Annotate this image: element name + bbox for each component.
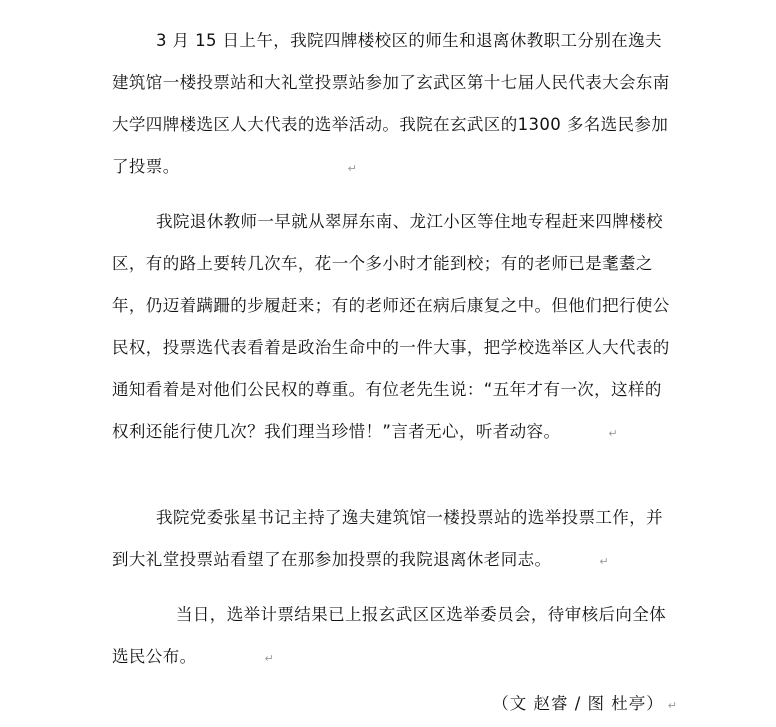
paragraph-4 xyxy=(112,594,672,680)
paragraph-2-text: 我院退休教师一早就从翠屏东南、龙江小区等住地专程赶来四牌楼校区，有的路上要转几次车，花一个多小时才能到校；有的老师已是耄耋之年，仍迈着蹒跚的步履赶来；有的老师还在病后康复之中。但他们把行使公民权，投票选代表看着是政治生命中的一件大事，把学校选举区人大代表的通知看着是对他们公民权的尊重。有位老先生说：“五年才有一次，这样的权利还能行使几次？我们理当珍惜！”言者无心，听者动容。 xyxy=(112,212,670,441)
paragraph-mark-icon: ↵ xyxy=(347,162,357,175)
paragraph-1 xyxy=(112,20,672,190)
paragraph-3-text: 我院党委张星书记主持了逸夫建筑馆一楼投票站的选举投票工作，并到大礼堂投票站看望了在那参加投票的我院退离休老同志。 xyxy=(112,508,663,569)
paragraph-2 xyxy=(112,201,672,455)
paragraph-mark-icon: ↵ xyxy=(264,652,274,665)
paragraph-3 xyxy=(112,497,672,583)
paragraph-1-text: 3 月 15 日上午，我院四牌楼校区的师生和退离休教职工分别在逸夫建筑馆一楼投票站和大礼堂投票站参加了玄武区第十七届人民代表大会东南大学四牌楼选区人大代表的选举活动。我院在玄武区的1300 多名选民参加了投票。 xyxy=(112,31,670,176)
paragraph-4-text: 当日，选举计票结果已上报玄武区区选举委员会，待审核后向全体选民公布。 xyxy=(112,605,667,666)
photo-credit xyxy=(112,686,677,724)
paragraph-mark-icon: ↵ xyxy=(667,699,677,712)
paragraph-mark-icon: ↵ xyxy=(608,427,618,440)
credit-text: （文 赵睿 / 图 杜亭） xyxy=(492,694,664,713)
paragraph-mark-icon: ↵ xyxy=(599,555,609,568)
